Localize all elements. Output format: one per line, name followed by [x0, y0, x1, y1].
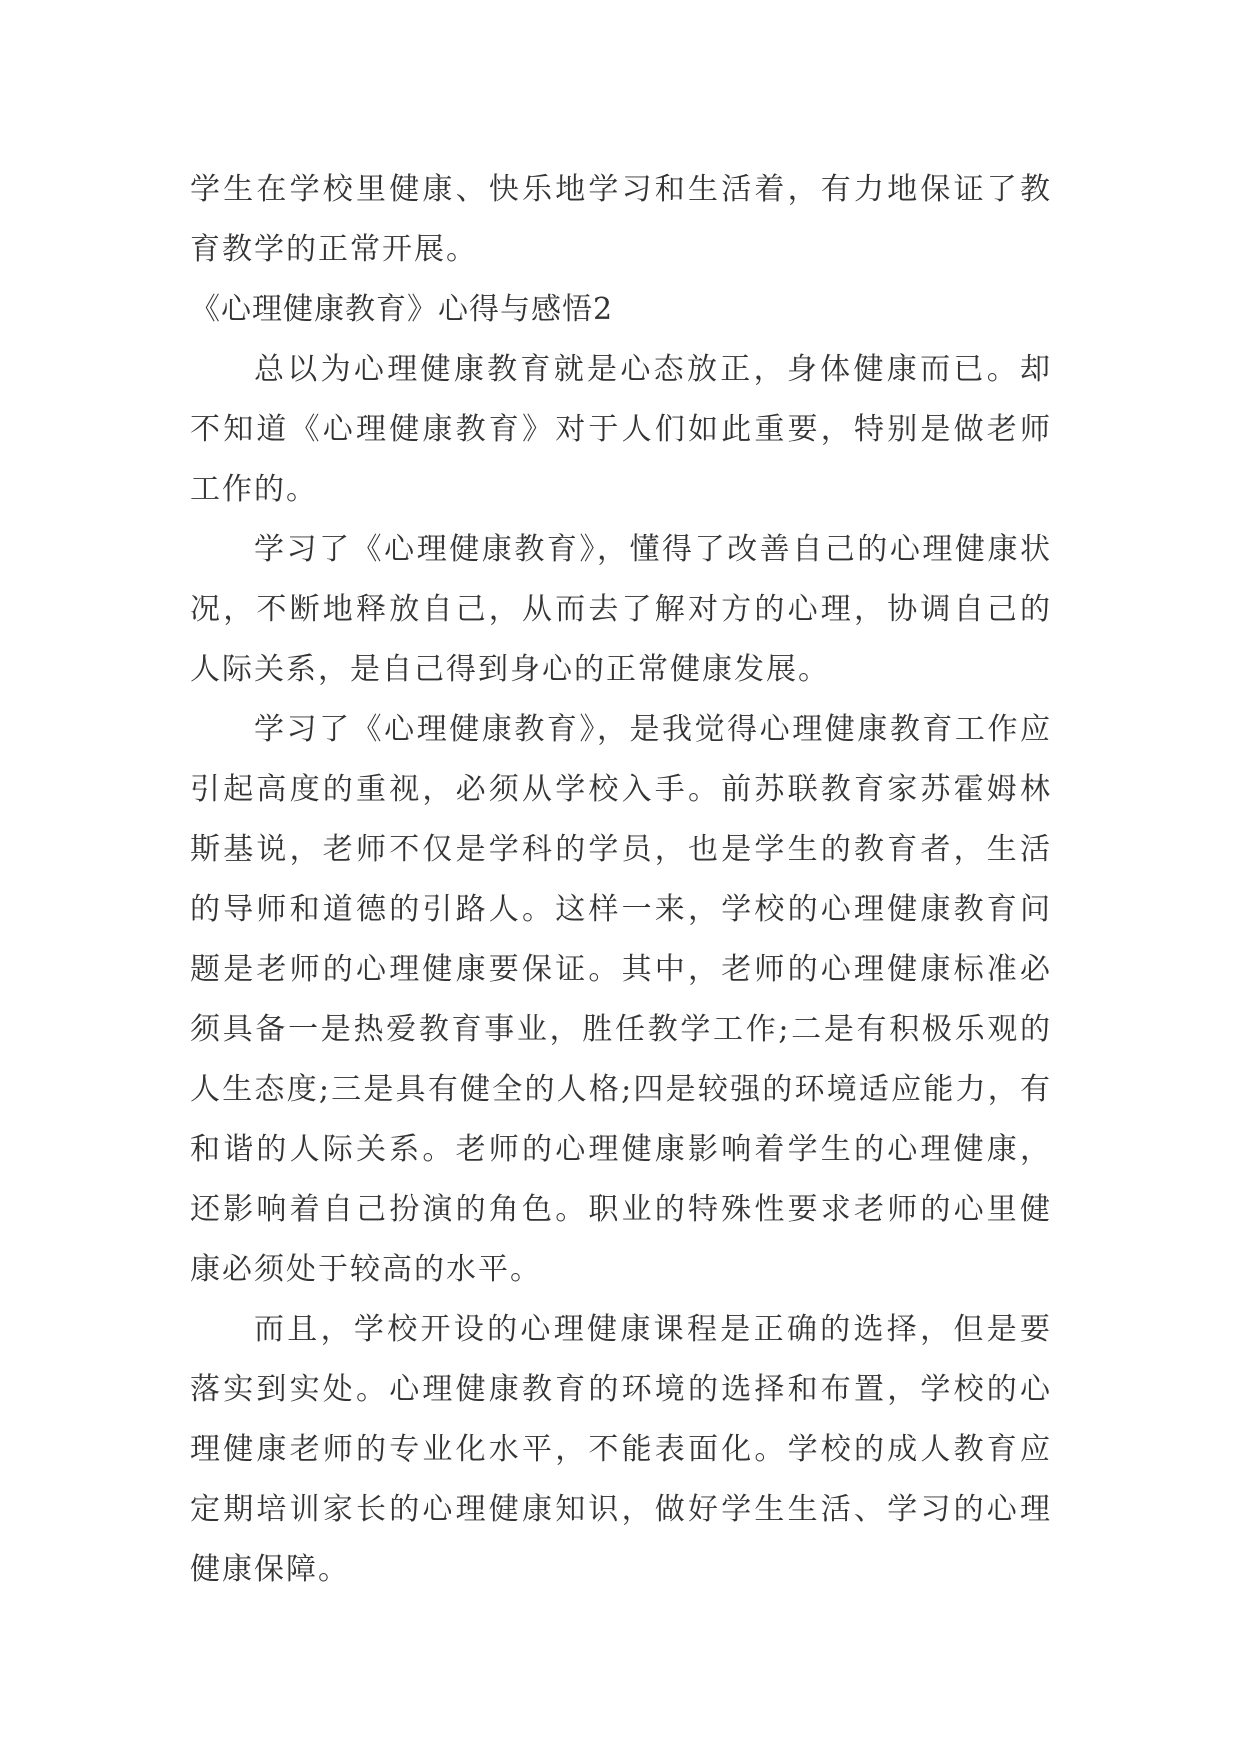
section-title: 《心理健康教育》心得与感悟2	[190, 292, 614, 327]
document-body	[190, 160, 1052, 1600]
intro-paragraph: 学生在学校里健康、快乐地学习和生活着，有力地保证了教育教学的正常开展。	[190, 172, 1052, 267]
body-paragraph: 而且，学校开设的心理健康课程是正确的选择，但是要落实到实处。心理健康教育的环境的选择和布置，学校的心理健康老师的专业化水平，不能表面化。学校的成人教育应定期培训家长的心理健康知识，做好学生生活、学习的心理健康保障。	[190, 1312, 1052, 1587]
body-paragraph: 学习了《心理健康教育》，是我觉得心理健康教育工作应引起高度的重视，必须从学校入手。前苏联教育家苏霍姆林斯基说，老师不仅是学科的学员，也是学生的教育者，生活的导师和道德的引路人。这样一来，学校的心理健康教育问题是老师的心理健康要保证。其中，老师的心理健康标准必须具备一是热爱教育事业，胜任教学工作;二是有积极乐观的人生态度;三是具有健全的人格;四是较强的环境适应能力，有和谐的人际关系。老师的心理健康影响着学生的心理健康，还影响着自己扮演的角色。职业的特殊性要求老师的心里健康必须处于较高的水平。	[190, 712, 1052, 1287]
body-paragraph: 学习了《心理健康教育》，懂得了改善自己的心理健康状况，不断地释放自己，从而去了解对方的心理，协调自己的人际关系，是自己得到身心的正常健康发展。	[190, 532, 1052, 687]
body-paragraph: 总以为心理健康教育就是心态放正，身体健康而已。却不知道《心理健康教育》对于人们如此重要，特别是做老师工作的。	[190, 352, 1052, 507]
